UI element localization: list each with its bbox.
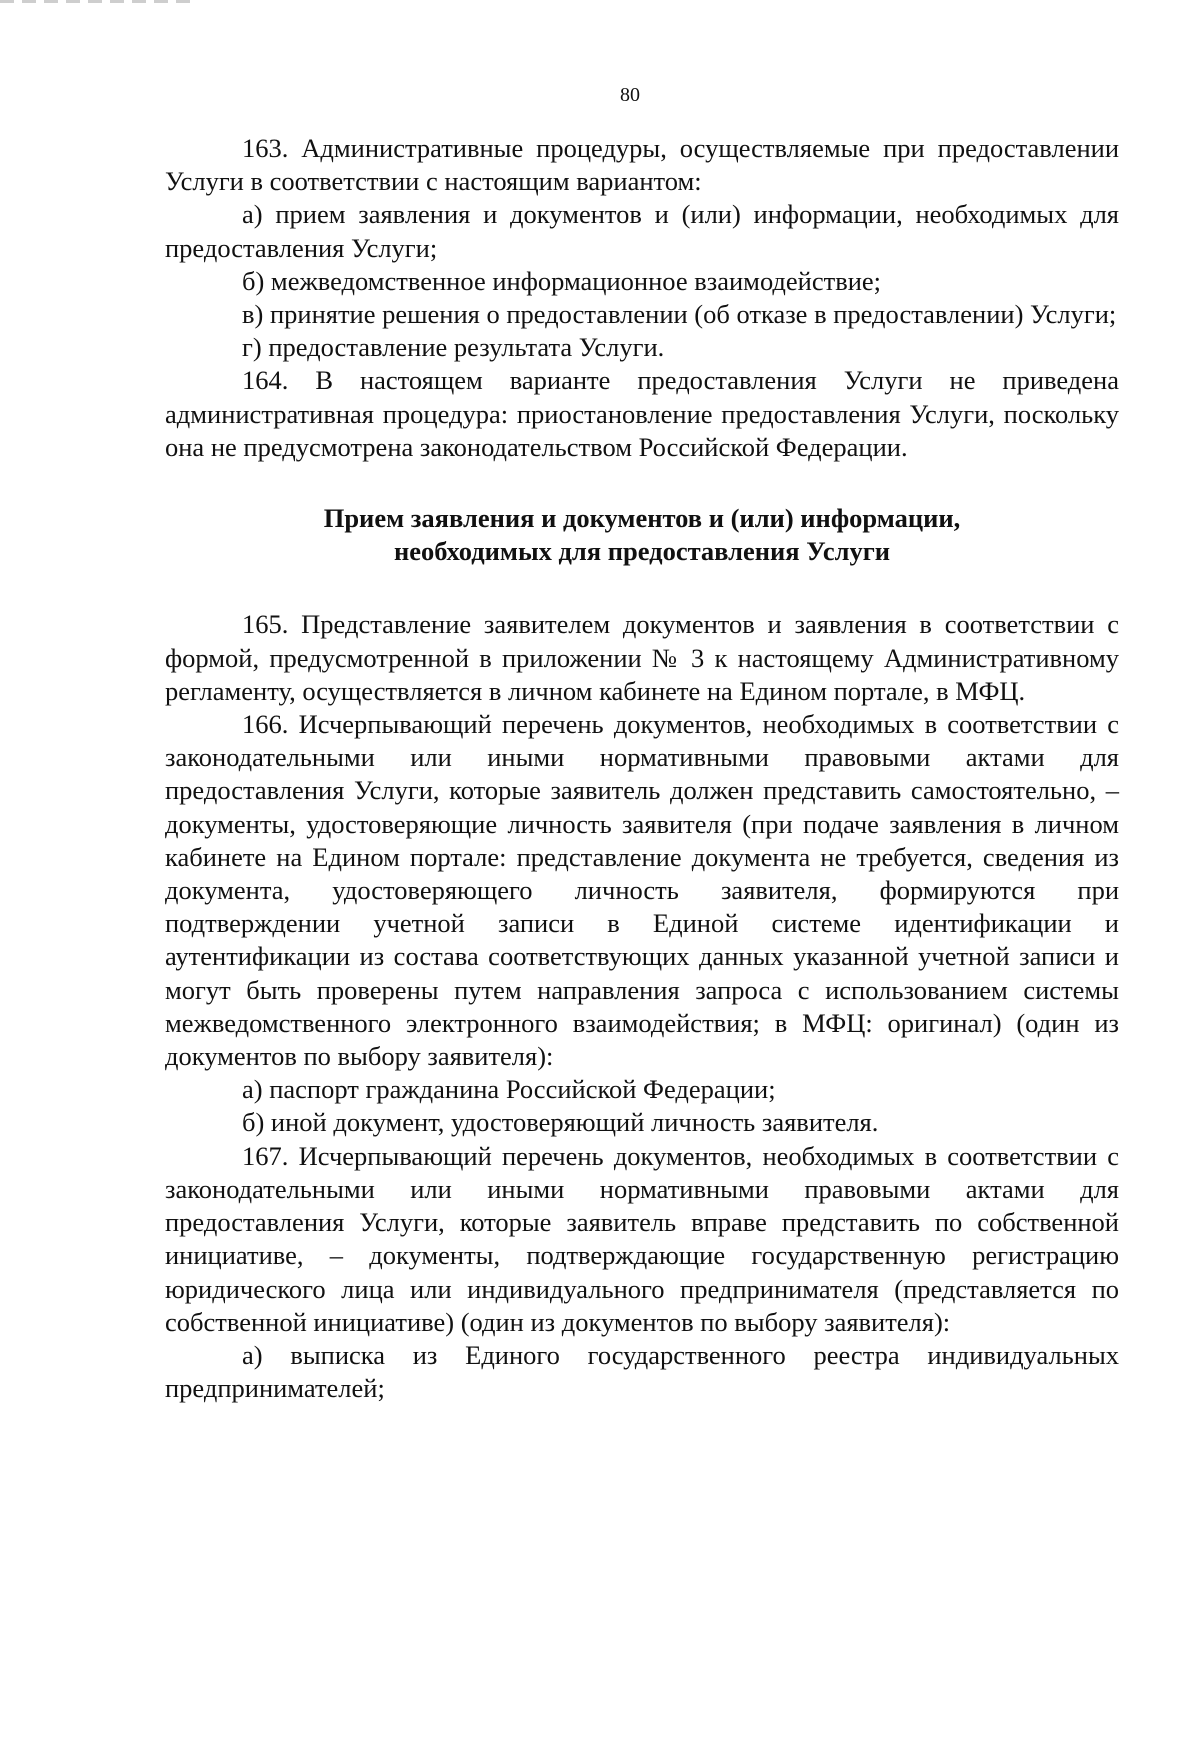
paragraph-166: 166. Исчерпывающий перечень документов, необходимых в соответствии с законодательными или иными нормативными правовыми актами для предоставления Услуги, которые заявитель должен представить самостоятельно, – документы, удостоверяющие личность заявителя (при подаче заявления в личном кабинете на Едином портале: представление документа не требуется, сведения из документа, удостоверяющего личность заявителя, формируются при подтверждении учетной записи в Единой системе идентификации и аутентификации из состава соответствующих данных указанной учетной записи и могут быть проверены путем направления запроса с использованием системы межведомственного электронного взаимодействия; в МФЦ: оригинал) (один из документов по выбору заявителя): — [165, 709, 1119, 1072]
list-item-a-registry-extract: а) выписка из Единого государственного реестра индивидуальных предпринимателей; — [165, 1339, 1119, 1404]
list-item-a-passport: а) паспорт гражданина Российской Федерации; — [242, 1074, 776, 1105]
paragraph-165: 165. Представление заявителем документов и заявления в соответствии с формой, предусмотренной в приложении № 3 к настоящему Административному регламенту, осуществляется в личном кабинете на Едином портале, в МФЦ. — [165, 609, 1119, 706]
paragraph-164: 164. В настоящем варианте предоставления Услуги не приведена административная процедура: приостановление предоставления Услуги, поскольку она не предусмотрена законодательством Российской Федерации. — [165, 365, 1119, 462]
document-body — [165, 132, 1119, 1405]
section-heading — [165, 502, 1119, 568]
paragraph-167: 167. Исчерпывающий перечень документов, необходимых в соответствии с законодательными или иными нормативными правовыми актами для предоставления Услуги, которые заявитель вправе представить по собственной инициативе, – документы, подтверждающие государственную регистрацию юридического лица или индивидуального предпринимателя (представляется по собственной инициативе) (один из документов по выбору заявителя): — [165, 1140, 1119, 1337]
paragraph-163: 163. Административные процедуры, осуществляемые при предоставлении Услуги в соответствии с настоящим вариантом: — [165, 133, 1119, 197]
list-item-b: б) межведомственное информационное взаимодействие; — [242, 265, 882, 296]
list-item-g: г) предоставление результата Услуги. — [242, 332, 665, 363]
section-heading-line-1: Прием заявления и документов и (или) информации, — [323, 503, 961, 534]
scan-artifact — [0, 0, 190, 3]
list-item-b-other-document: б) иной документ, удостоверяющий личность заявителя. — [242, 1107, 879, 1138]
page-number: 80 — [620, 84, 640, 106]
section-heading-line-2: необходимых для предоставления Услуги — [393, 536, 891, 567]
list-item-v: в) принятие решения о предоставлении (об отказе в предоставлении) Услуги; — [242, 299, 1117, 330]
list-item-a: а) прием заявления и документов и (или) информации, необходимых для предоставления Услуги; — [165, 199, 1119, 263]
